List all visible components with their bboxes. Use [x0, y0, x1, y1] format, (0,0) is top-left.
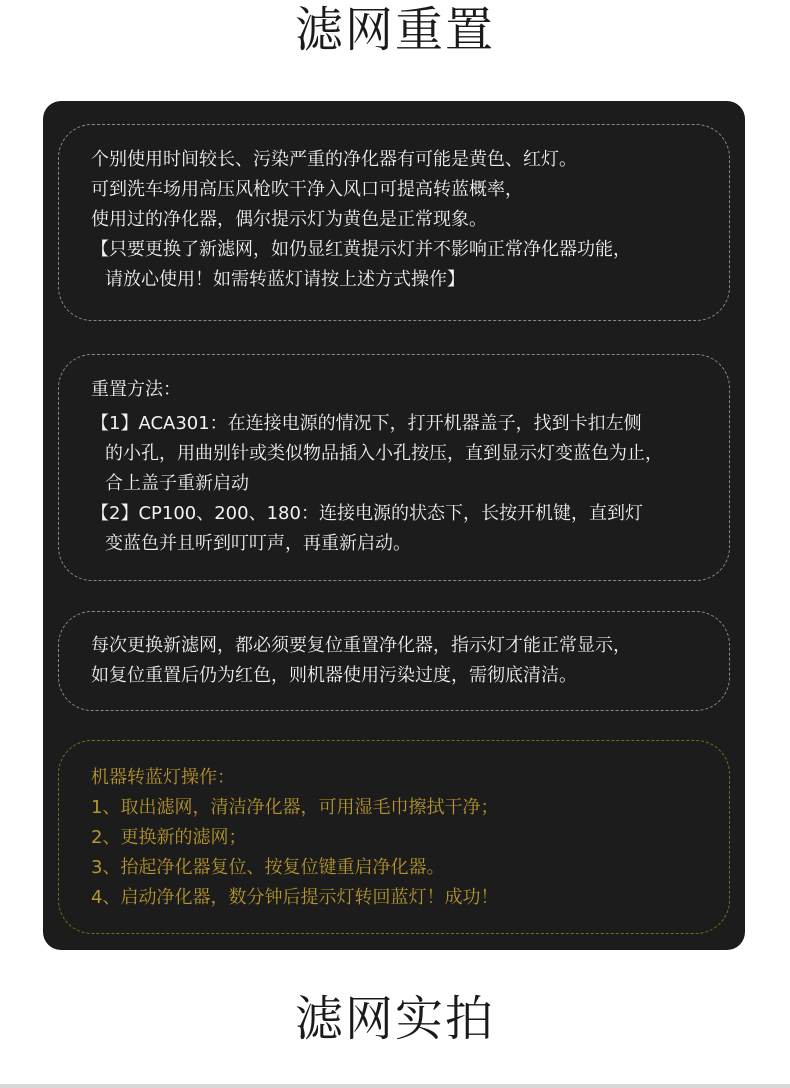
reset-method-heading: 重置方法：: [91, 379, 181, 400]
notice-box-yellow-red-light: [58, 124, 730, 321]
notice-line-1: 个别使用时间较长、污染严重的净化器有可能是黄色、红灯。: [91, 149, 577, 170]
replace-notice-line-1: 每次更换新滤网，都必须要复位重置净化器，指示灯才能正常显示，: [91, 635, 631, 656]
blue-light-step-3: 3、抬起净化器复位、按复位键重启净化器。: [91, 857, 445, 878]
reset-step-aca301-line-2: 的小孔，用曲别针或类似物品插入小孔按压，直到显示灯变蓝色为止，: [105, 443, 663, 464]
blue-light-step-4: 4、启动净化器，数分钟后提示灯转回蓝灯！成功！: [91, 887, 499, 908]
notice-note-line-2: 请放心使用！如需转蓝灯请按上述方式操作】: [105, 269, 465, 290]
reset-step-cp-line-1: 【2】CP100、200、180：连接电源的状态下，长按开机键，直到灯: [91, 503, 643, 524]
reset-step-cp-line-2: 变蓝色并且听到叮叮声，再重新启动。: [105, 533, 411, 554]
notice-line-2: 可到洗车场用高压风枪吹干净入风口可提高转蓝概率，: [91, 179, 523, 200]
blue-light-heading: 机器转蓝灯操作：: [91, 767, 235, 788]
blue-light-step-1: 1、取出滤网，清洁净化器，可用湿毛巾擦拭干净；: [91, 797, 499, 818]
page-title-filter-photos: 滤网实拍: [294, 991, 495, 1047]
reset-step-aca301-line-1: 【1】ACA301：在连接电源的情况下，打开机器盖子，找到卡扣左侧: [91, 413, 642, 434]
reset-method-box: [58, 354, 730, 581]
page-title-reset: 滤网重置: [294, 2, 495, 58]
reset-step-aca301-line-3: 合上盖子重新启动: [105, 473, 249, 494]
replace-filter-notice-box: [58, 611, 730, 711]
notice-note-line-1: 【只要更换了新滤网，如仍显红黄提示灯并不影响正常净化器功能，: [91, 239, 631, 260]
bottom-divider: [0, 1084, 790, 1088]
blue-light-step-2: 2、更换新的滤网；: [91, 827, 247, 848]
notice-line-3: 使用过的净化器，偶尔提示灯为黄色是正常现象。: [91, 209, 487, 230]
replace-notice-line-2: 如复位重置后仍为红色，则机器使用污染过度，需彻底清洁。: [91, 665, 577, 686]
blue-light-steps-box: [58, 740, 730, 934]
